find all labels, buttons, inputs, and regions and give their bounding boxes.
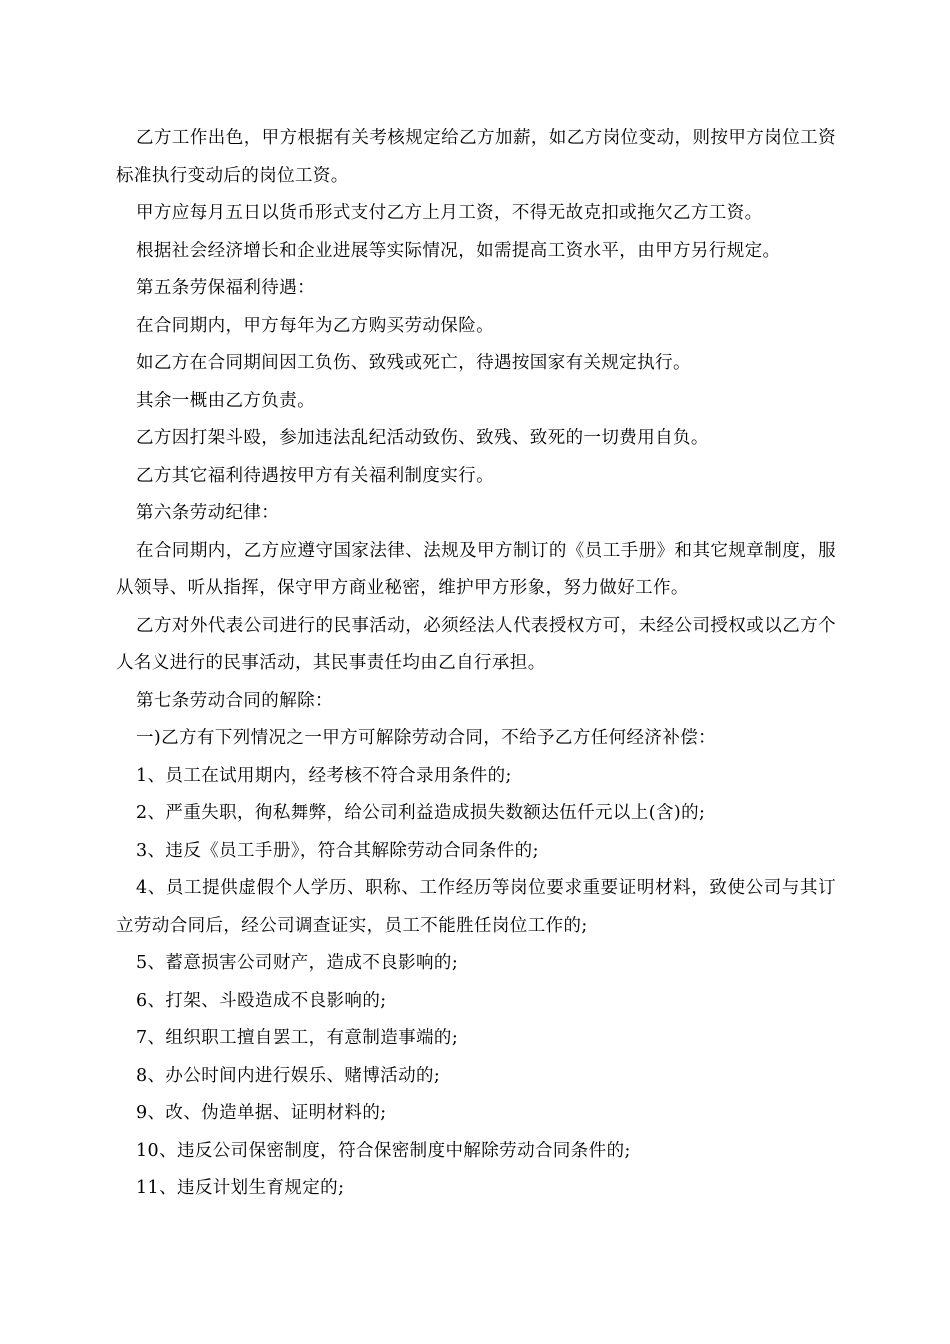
paragraph-1: 乙方工作出色，甲方根据有关考核规定给乙方加薪，如乙方岗位变动，则按甲方岗位工资标准执行变动后的岗位工资。 (116, 128, 836, 186)
list-item-4: 4、员工提供虚假个人学历、职称、工作经历等岗位要求重要证明材料，致使公司与其订立劳动合同后，经公司调查证实，员工不能胜任岗位工作的; (116, 878, 836, 936)
paragraph-5: 在合同期内，甲方每年为乙方购买劳动保险。 (136, 315, 494, 336)
paragraph-2: 甲方应每月五日以货币形式支付乙方上月工资，不得无故克扣或拖欠乙方工资。 (136, 203, 763, 223)
paragraph-6: 如乙方在合同期间因工负伤、致残或死亡，待遇按国家有关规定执行。 (136, 353, 691, 373)
list-item-8: 8、办公时间内进行娱乐、赌博活动的; (136, 1065, 441, 1086)
list-item-2: 2、严重失职，徇私舞弊，给公司利益造成损失数额达伍仟元以上(含)的; (136, 803, 706, 823)
document-body (116, 120, 836, 1208)
list-item-9: 9、改、伪造单据、证明材料的; (136, 1103, 387, 1123)
list-item-5: 5、蓄意损害公司财产，造成不良影响的; (136, 953, 459, 973)
list-item-11: 11、违反计划生育规定的; (136, 1178, 345, 1198)
paragraph-8: 乙方因打架斗殴，参加违法乱纪活动致伤、致残、致死的一切费用自负。 (136, 428, 709, 448)
section-heading-5: 第五条劳保福利待遇： (136, 278, 315, 298)
paragraph-9: 乙方其它福利待遇按甲方有关福利制度实行。 (136, 465, 494, 486)
paragraph-11: 在合同期内，乙方应遵守国家法律、法规及甲方制订的《员工手册》和其它规章制度，服从领导、听从指挥，保守甲方商业秘密，维护甲方形象，努力做好工作。 (116, 540, 836, 598)
paragraph-3: 根据社会经济增长和企业进展等实际情况，如需提高工资水平，由甲方另行规定。 (136, 240, 781, 261)
list-item-10: 10、违反公司保密制度，符合保密制度中解除劳动合同条件的; (136, 1140, 631, 1161)
section-heading-7: 第七条劳动合同的解除： (136, 690, 333, 711)
section-heading-6: 第六条劳动纪律： (136, 503, 280, 523)
list-item-7: 7、组织职工擅自罢工，有意制造事端的; (136, 1028, 459, 1048)
list-item-1: 1、员工在试用期内，经考核不符合录用条件的; (136, 765, 512, 786)
paragraph-7: 其余一概由乙方负责。 (136, 390, 315, 411)
paragraph-14: 一)乙方有下列情况之一甲方可解除劳动合同，不给予乙方任何经济补偿： (136, 728, 717, 748)
list-item-3: 3、违反《员工手册》，符合其解除劳动合同条件的; (136, 840, 539, 861)
paragraph-12: 乙方对外代表公司进行的民事活动，必须经法人代表授权方可，未经公司授权或以乙方个人名义进行的民事活动，其民事责任均由乙自行承担。 (116, 615, 836, 673)
list-item-6: 6、打架、斗殴造成不良影响的; (136, 990, 387, 1011)
